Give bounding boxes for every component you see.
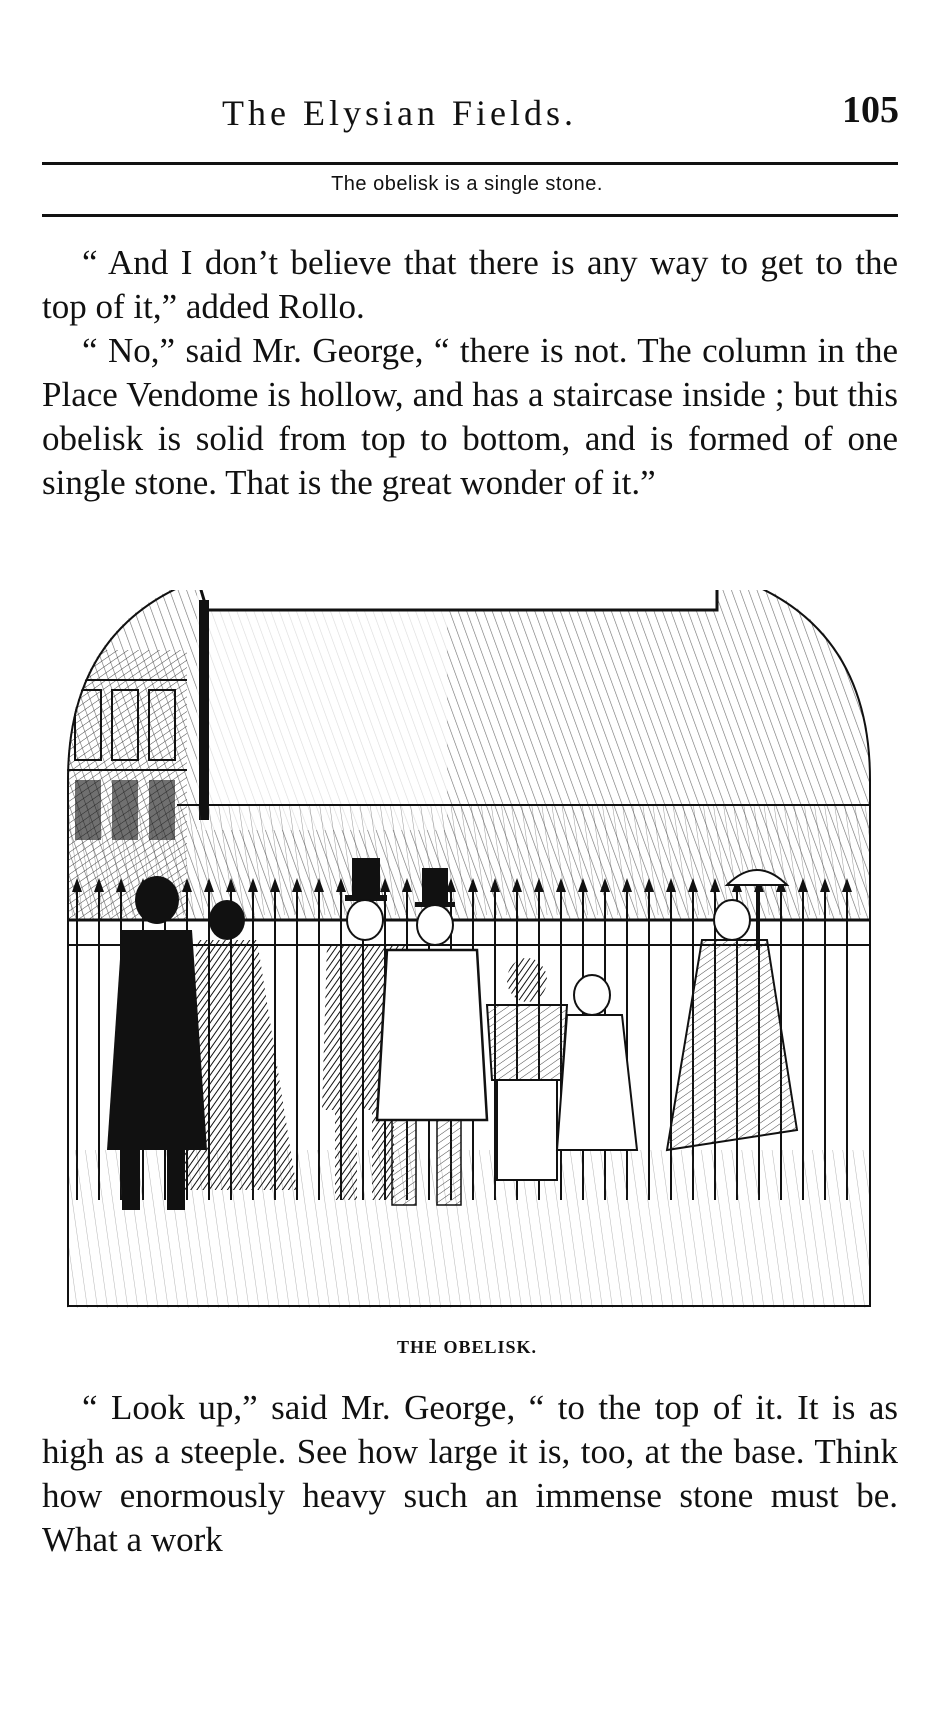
header-rule-top <box>42 162 898 165</box>
illustration-scene <box>67 590 871 1308</box>
obelisk-top <box>195 590 717 610</box>
figure-woman-dark <box>177 900 297 1190</box>
body-text-bottom <box>42 1386 898 1562</box>
paragraph: “ No,” said Mr. George, “ there is not. The column in the Place Vendome is hollow, and has a staircase inside ; but this obelisk is solid from top to bottom, and is formed of one single stone. That is the great wonder of it.” <box>42 331 898 502</box>
obelisk-edge <box>199 600 209 820</box>
figure-small-child <box>557 975 637 1150</box>
page-title: The Elysian Fields. <box>222 93 577 133</box>
page-number: 105 <box>842 89 899 131</box>
paragraph: “ Look up,” said Mr. George, “ to the top of it. It is as high as a steeple. See how large it is, too, at the base. Think how enormously heavy such an immense stone must be. What a work <box>42 1388 898 1559</box>
body-text-top <box>42 241 898 505</box>
sky-highlight <box>197 590 447 830</box>
illustration-svg <box>67 590 871 1308</box>
header-rule-bottom <box>42 214 898 217</box>
obelisk-illustration <box>67 590 871 1308</box>
paragraph: “ And I don’t believe that there is any way to get to the top of it,” added Rollo. <box>42 243 898 326</box>
running-head: The obelisk is a single stone. <box>331 173 603 195</box>
illustration-caption: THE OBELISK. <box>396 1337 538 1357</box>
figure-boy <box>487 958 567 1180</box>
